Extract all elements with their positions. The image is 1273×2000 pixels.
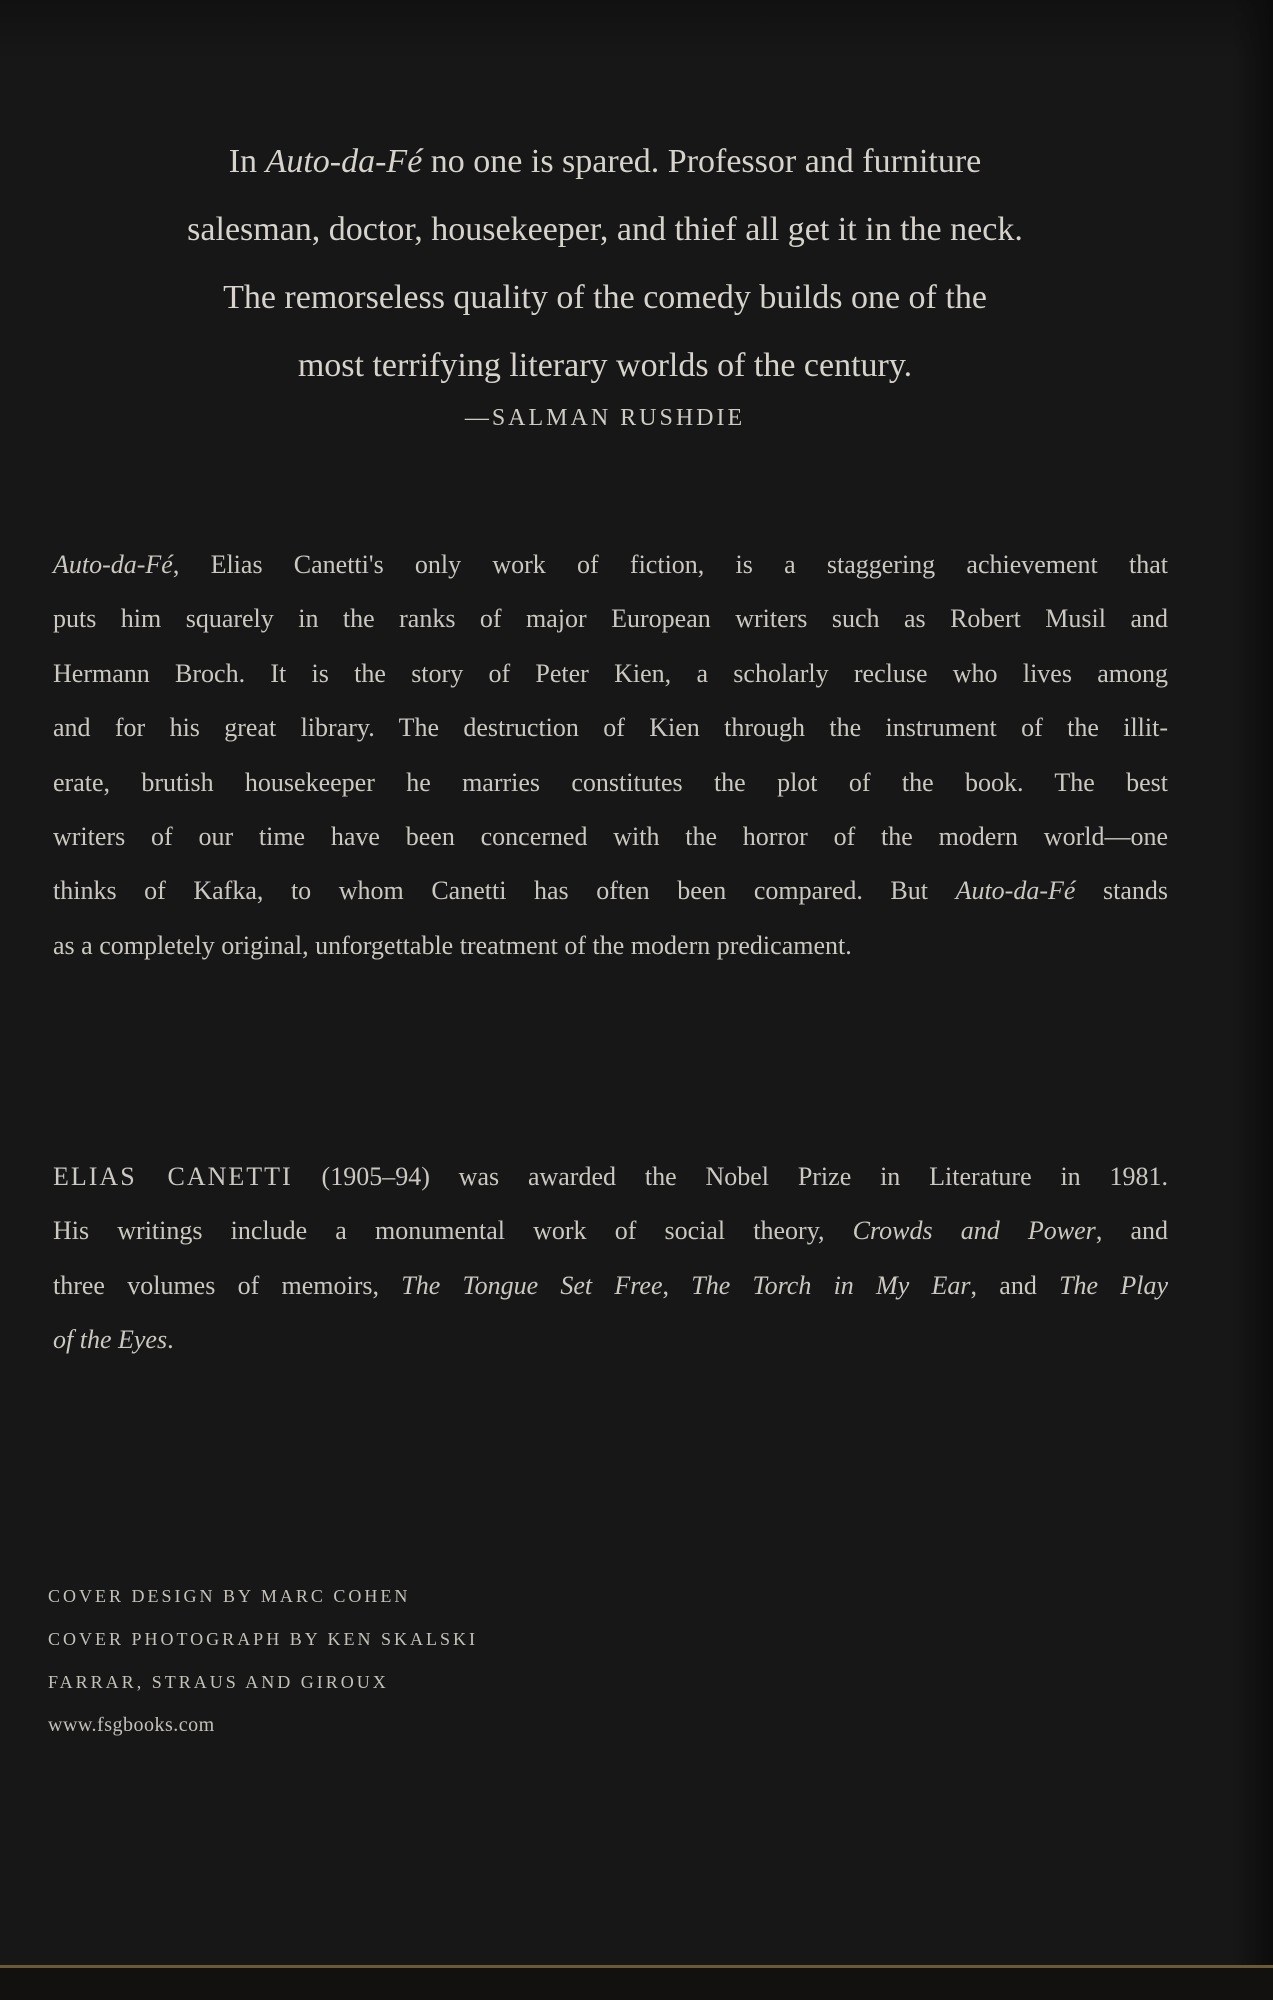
blurb-quote [60,128,1150,400]
description-line: Hermann Broch. It is the story of Peter Kien, a scholarly recluse who lives among [53,658,1168,688]
description-line: as a completely original, unforgettable treatment of the modern predicament. [53,930,852,960]
bio-text: (1905–94) was awarded the Nobel Prize in Literature in 1981. [292,1162,1169,1191]
bottom-band [0,1968,1273,2000]
bio-line [53,1150,1168,1204]
quote-line-1 [60,128,1150,196]
description-text: stands [1075,876,1168,906]
quote-attribution: —SALMAN RUSHDIE [464,405,746,431]
description-line [53,864,1168,918]
description-line: puts him squarely in the ranks of major European writers such as Robert Musil and [53,604,1168,634]
publisher-website-link[interactable]: www.fsgbooks.com [48,1714,215,1736]
cover-photograph-credit: COVER PHOTOGRAPH BY KEN SKALSKI [48,1629,479,1649]
description-line: writers of our time have been concerned with the horror of the modern world—one [53,822,1168,852]
cover-design-credit: COVER DESIGN BY MARC COHEN [48,1586,411,1606]
bio-text: three volumes of memoirs, [53,1270,402,1300]
author-name: ELIAS CANETTI [53,1162,293,1191]
description-text: , Elias Canetti's only work of fiction, is a staggering achievement that [172,550,1168,579]
spine-shadow [1233,0,1273,2000]
cover-credits [48,1575,478,1747]
bio-text: , [662,1270,692,1300]
quote-line-3: The remorseless quality of the comedy builds one of the [223,279,987,316]
quote-text: In [228,143,266,180]
bio-text: . [167,1325,174,1355]
bio-text: His writings include a monumental work of social theory, [53,1216,853,1246]
title-italic: Auto-da-Fé [53,550,173,579]
publisher-name: FARRAR, STRAUS AND GIROUX [48,1672,389,1692]
description-line: erate, brutish housekeeper he marries constitutes the plot of the book. The best [53,767,1168,797]
bio-text: , and [1095,1216,1168,1246]
author-bio [53,1150,1168,1368]
title-italic: Crowds and Power [852,1216,1096,1246]
quote-line-4: most terrifying literary worlds of the century. [297,347,913,384]
description-line: and for his great library. The destruction of Kien through the instrument of the illit- [53,713,1168,743]
bio-line [53,1204,1168,1258]
title-italic: The Tongue Set Free [401,1270,663,1300]
quote-title-italic: Auto-da-Fé [265,143,423,180]
title-italic: The Play [1059,1270,1168,1300]
description-line [53,538,1168,592]
quote-line-2: salesman, doctor, housekeeper, and thief all get it in the neck. [187,211,1023,248]
book-description [53,538,1168,973]
description-text: thinks of Kafka, to whom Canetti has often been compared. But [53,876,956,906]
bio-line [53,1259,1168,1313]
top-shadow [0,0,1273,60]
title-italic: The Torch in My Ear [691,1270,971,1300]
title-italic: of the Eyes [53,1325,168,1355]
bio-text: , and [970,1270,1060,1300]
quote-text: no one is spared. Professor and furniture [422,143,982,180]
title-italic: Auto-da-Fé [955,876,1076,906]
bio-line [53,1313,1168,1367]
